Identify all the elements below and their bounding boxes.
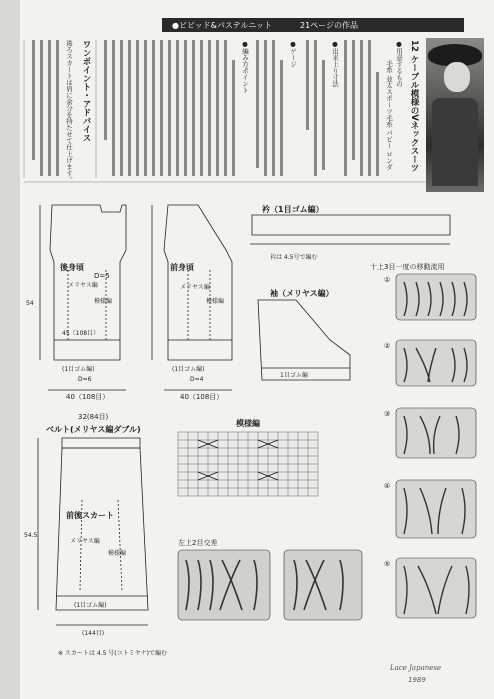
front-body-label: 前身頃 — [170, 263, 194, 272]
finish-size-heading: ●出来上り寸法 — [331, 40, 339, 87]
skirt-pattern: 模様編 — [108, 550, 127, 557]
back-rib-gauge: D=6 — [78, 376, 92, 383]
materials-text: 毛糸 並太スポーツ毛糸 パピー ロンダ — [385, 60, 393, 171]
collar-note: 衿は 4.5号で編む — [270, 254, 318, 261]
front-stockinette: メリヤス編 — [180, 284, 210, 291]
back-gauge: D=5 — [94, 272, 110, 280]
step-3: ③ — [384, 410, 391, 418]
skirt-length: 54.5 — [24, 532, 38, 539]
knitting-point-heading: ●編み方ポイント — [241, 40, 249, 94]
header-page-ref: 21ページの作品 — [300, 21, 359, 30]
back-pattern: 模様編 — [94, 298, 113, 305]
back-width: 40（108目） — [66, 393, 110, 401]
front-rib-gauge: D=4 — [190, 376, 204, 383]
sleeve-rib: 1目ゴム編 — [280, 372, 308, 379]
back-stockinette: メリヤス編 — [68, 282, 98, 289]
front-width: 40（108目） — [180, 393, 224, 401]
cross-stitch-label: 左上2目交差 — [178, 539, 218, 547]
back-inner-width: 45（108目） — [62, 330, 100, 337]
front-pattern: 模様編 — [206, 298, 225, 305]
skirt-note: ※ スカートは 4.5 号(コトミヤナ)で編む — [58, 650, 167, 657]
back-rib: (1目ゴム編) — [62, 366, 95, 373]
materials-heading: ●用意するもの — [395, 40, 403, 87]
back-length: 54 — [26, 300, 34, 307]
skirt-total: (144目) — [82, 630, 105, 637]
step-4: ④ — [384, 482, 391, 490]
article-title: 12 ケーブル模様のVネックスーツ — [409, 40, 419, 172]
collar-label: 衿（1目ゴム編） — [262, 205, 324, 214]
advice-text: 後ろスカートは肩に余分を持たせて仕上げます。 — [65, 40, 73, 183]
header-section-label: ●ビビッド&パステルニット — [172, 21, 273, 30]
sleeve-label: 袖（メリヤス編） — [270, 289, 334, 298]
step-5: ⑤ — [384, 560, 391, 568]
skirt-label: 前後スカート — [66, 511, 114, 520]
skirt-rib: (1目ゴム編) — [74, 602, 107, 609]
step-1: ① — [384, 276, 391, 284]
back-body-label: 後身頃 — [60, 263, 84, 272]
belt-width: 32(84目) — [78, 413, 109, 421]
year: 1989 — [408, 676, 426, 684]
step-note: 十上3目一度の移動流用 — [370, 263, 445, 271]
advice-heading: ワンポイント・アドバイス — [81, 40, 91, 142]
skirt-stockinette: メリヤス編 — [70, 538, 100, 545]
pattern-chart-title: 模様編 — [236, 419, 260, 428]
signature: Lace Japanese — [390, 664, 442, 672]
gauge-heading: ●ゲージ — [289, 40, 297, 68]
step-2: ② — [384, 342, 391, 350]
front-rib: (1目ゴム編) — [172, 366, 205, 373]
belt-label: ベルト(メリヤス編ダブル) — [46, 425, 141, 434]
